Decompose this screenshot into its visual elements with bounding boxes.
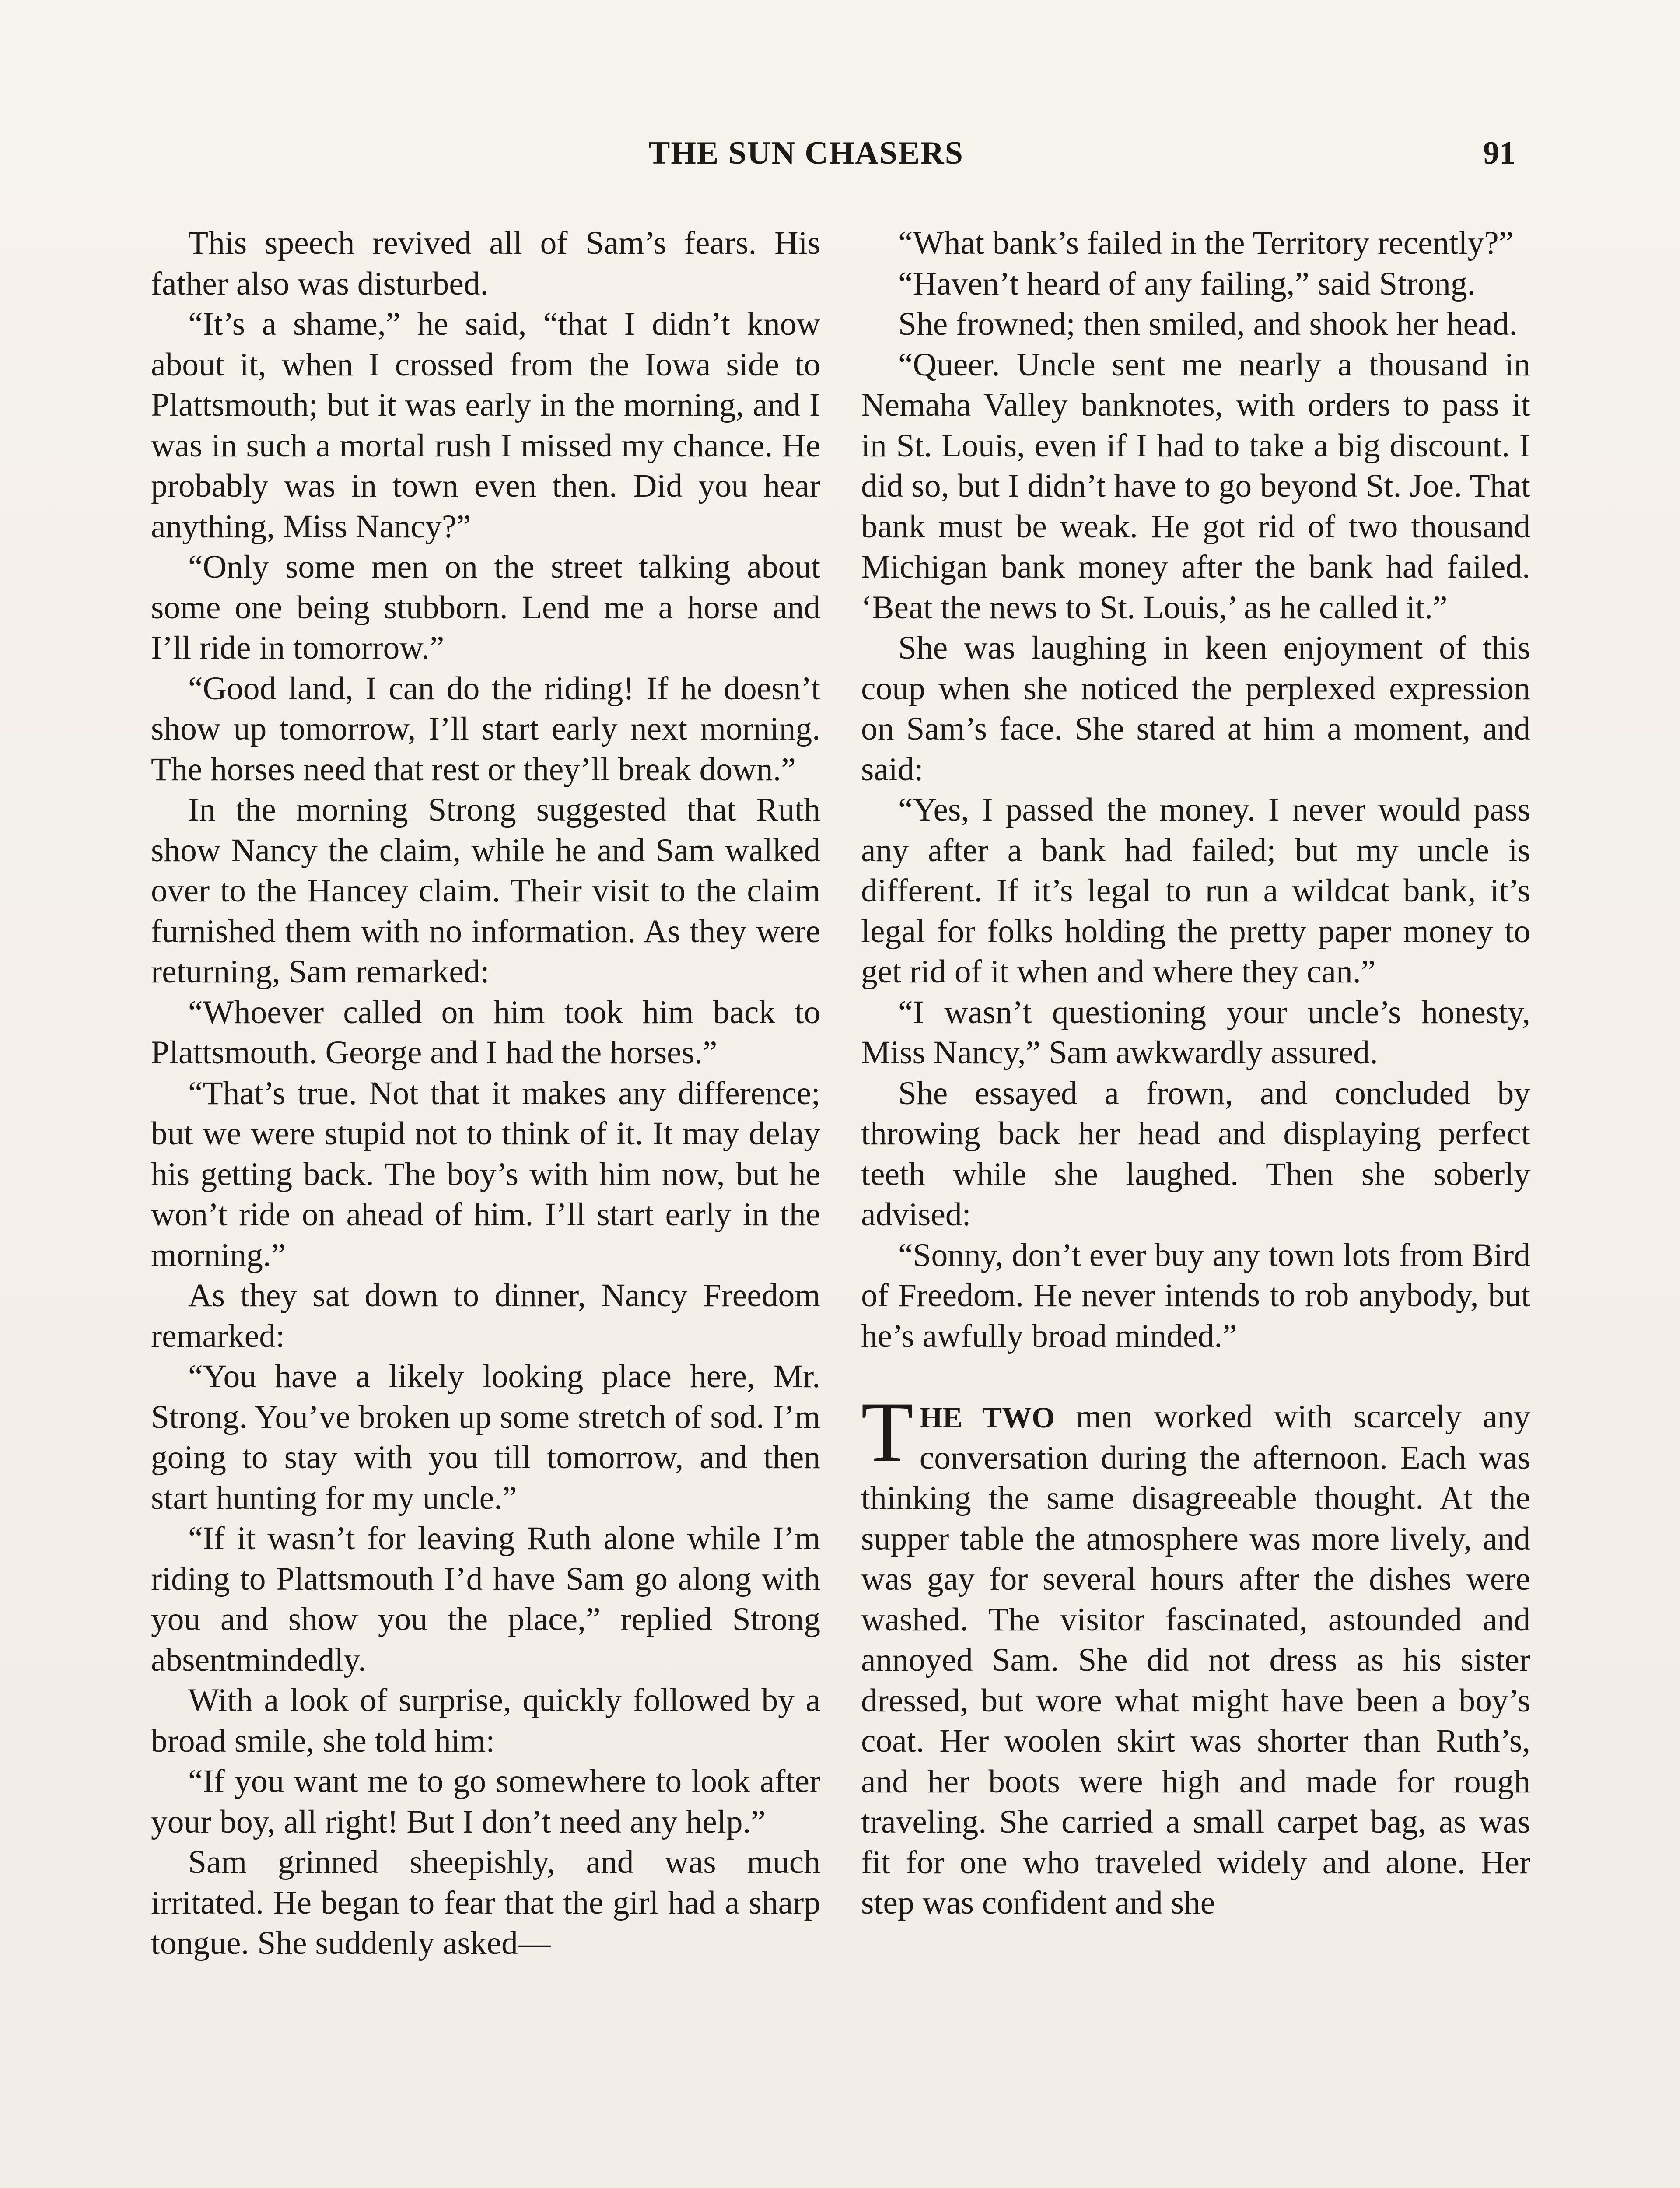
paragraph: “Haven’t heard of any failing,” said Strong. — [898, 265, 1476, 302]
paragraph: This speech revived all of Sam’s fears. His father also was disturbed. — [151, 225, 820, 302]
paragraph: “I wasn’t questioning your uncle’s honesty, Miss Nancy,” Sam awkwardly assured. — [861, 994, 1530, 1071]
paragraph: “What bank’s failed in the Territory recently?” — [898, 225, 1514, 261]
paragraph: “You have a likely looking place here, Mr. Strong. You’ve broken up some stretch of sod. I’m going to stay with you till tomorrow, and then start hunting for my uncle.” — [151, 1358, 820, 1516]
paragraph: “If it wasn’t for leaving Ruth alone while I’m riding to Plattsmouth I’d have Sam go along with you and show you the place,” replied Strong absentmindedly. — [151, 1520, 820, 1678]
left-column — [151, 223, 820, 1964]
paragraph: As they sat down to dinner, Nancy Freedom remarked: — [151, 1277, 820, 1354]
section-break — [861, 1357, 1530, 1397]
right-column — [861, 223, 1530, 1924]
paragraph: “If you want me to go somewhere to look after your boy, all right! But I don’t need any help.” — [151, 1763, 820, 1840]
paragraph: Sam grinned sheepishly, and was much irritated. He began to fear that the girl had a sharp tongue. She suddenly asked— — [151, 1844, 820, 1961]
paragraph: “Queer. Uncle sent me nearly a thousand in Nemaha Valley banknotes, with orders to pass it in St. Louis, even if I had to take a big discount. I did so, but I didn’t have to go beyond St. Joe. That bank must be weak. He got rid of two thousand Michigan bank money after the bank had failed. ‘Beat the news to St. Louis,’ as he called it.” — [861, 346, 1530, 626]
paragraph: “That’s true. Not that it makes any difference; but we were stupid not to think of it. It may delay his getting back. The boy’s with him now, but he won’t ride on ahead of him. I’ll start early in the morning.” — [151, 1075, 820, 1273]
running-title: THE SUN CHASERS — [648, 135, 964, 171]
paragraph: “Good land, I can do the riding! If he doesn’t show up tomorrow, I’ll start early next morning. The horses need that rest or they’ll break down.” — [151, 670, 820, 788]
paragraph: She essayed a frown, and concluded by throwing back her head and displaying perfect teeth while she laughed. Then she soberly advised: — [861, 1075, 1530, 1233]
paragraph: “It’s a shame,” he said, “that I didn’t know about it, when I crossed from the Iowa side to Plattsmouth; but it was early in the morning, and I was in such a mortal rush I missed my chance. He probably was in town even then. Did you hear anything, Miss Nancy?” — [151, 306, 820, 545]
section-opening-paragraph — [861, 1385, 1530, 1924]
running-head — [0, 131, 1680, 184]
section-text: men worked with scarcely any conversation during the afternoon. Each was thinking the same disagreeable thought. At the supper table the atmosphere was more lively, and was gay for several hours after the dishes were washed. The visitor fascinated, astounded and annoyed Sam. She did not dress as his sister dressed, but wore what might have been a boy’s coat. Her woolen skirt was shorter than Ruth’s, and her boots were high and made for rough traveling. She carried a small carpet bag, as was fit for one who traveled widely and alone. Her step was confident and she — [861, 1399, 1530, 1921]
drop-cap: T — [861, 1385, 914, 1480]
paragraph: “Yes, I passed the money. I never would pass any after a bank had failed; but my uncle is different. If it’s legal to run a wildcat bank, it’s legal for folks holding the pretty paper money to get rid of it when and where they can.” — [861, 792, 1530, 990]
paragraph: “Sonny, don’t ever buy any town lots from Bird of Freedom. He never intends to rob anybody, but he’s awfully broad minded.” — [861, 1237, 1530, 1354]
paragraph: With a look of surprise, quickly followed by a broad smile, she told him: — [151, 1682, 820, 1759]
paragraph: She was laughing in keen enjoyment of this coup when she noticed the perplexed expression on Sam’s face. She stared at him a moment, and said: — [861, 630, 1530, 788]
paragraph: She frowned; then smiled, and shook her head. — [898, 306, 1518, 342]
paragraph: “Only some men on the street talking about some one being stubborn. Lend me a horse and I’ll ride in tomorrow.” — [151, 549, 820, 666]
page-number: 91 — [1483, 135, 1516, 171]
section-lead-words: HE TWO — [919, 1401, 1055, 1434]
paragraph: “Whoever called on him took him back to Plattsmouth. George and I had the horses.” — [151, 994, 820, 1071]
paragraph: In the morning Strong suggested that Ruth show Nancy the claim, while he and Sam walked over to the Hancey claim. Their visit to the claim furnished them with no information. As they were returning, Sam remarked: — [151, 792, 820, 990]
